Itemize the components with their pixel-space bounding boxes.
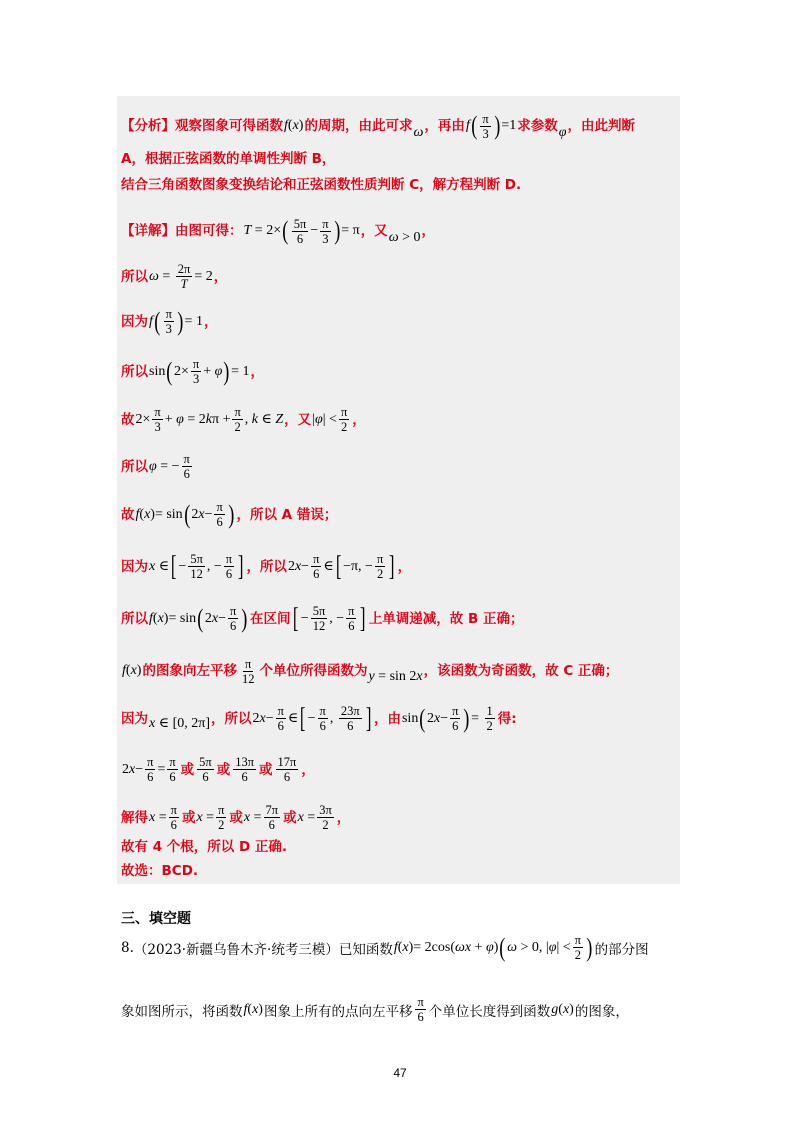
detail-line-13: 解得 x = $\frac{\pi}{6}$ 或 x = $\frac{\pi}{2}$ 或 x = $\frac{7\pi}{6}$ 或 x = $\frac{3\pi}{2}$ ， bbox=[121, 803, 351, 832]
question-8-line-1: 8. （2023·新疆乌鲁木齐·统考三模）已知函数 f ( x )= 2cos( ωx + φ ) ( ω > 0, | φ | < $\frac{\pi}{2}$ ) 的部分图 bbox=[121, 932, 649, 962]
section-heading: 三、填空题 bbox=[121, 911, 191, 927]
detail-line-11: 因为 x ∈ [0, 2π] ，所以 2 x − $\frac{\pi}{6}$ ∈ [ − $\frac{\pi}{6}$ , $\frac{23\pi}{6}$ ] ，由 sin ( 2 x − $\frac{\pi}{6}$ ) = $\frac{1}{2}$ 得: bbox=[121, 702, 517, 734]
detail-line-5: 故 2× $\frac{\pi}{3}$ + φ = 2 k π + $\frac{\pi}{2}$ , k ∈ Z ，又 | φ | < $\frac{\pi}{2}$ ， bbox=[121, 405, 366, 434]
math-fx: f ( x ) bbox=[284, 118, 304, 133]
detail-line-8: 因为 x ∈ [ − $\frac{5\pi}{12}$ , − $\frac{\pi}{6}$ ] ，所以 2 x − $\frac{\pi}{6}$ ∈ [ −π, − $\frac{\pi}{2}$ ] ， bbox=[121, 550, 412, 582]
detail-line-7: 故 f ( x )= sin ( 2 x − $\frac{\pi}{6}$ ) ，所以 A 错误； bbox=[121, 499, 338, 529]
detail-line-4: 所以 sin ( 2× $\frac{\pi}{3}$ + φ ) = 1 ， bbox=[121, 356, 264, 386]
analysis-line-3: 结合三角函数图象变换结论和正弦函数性质判断 C，解方程判断 D. bbox=[121, 177, 522, 193]
detail-line-12: 2 x − $\frac{\pi}{6}$ = $\frac{\pi}{6}$ 或 $\frac{5\pi}{6}$ 或 $\frac{13\pi}{6}$ 或 $\frac{17\pi}{6}$ ， bbox=[122, 755, 315, 784]
question-8-line-2: 象如图所示，将函数 f ( x ) 图象上所有的点向左平移 $\frac{\pi}{6}$ 个单位长度得到函数 g ( x ) 的图象， bbox=[121, 995, 629, 1024]
math-f-pi3-eq-1: f ( $\frac{\pi}{3}$ ) =1 bbox=[465, 111, 517, 141]
detail-line-6: 所以 φ = − $\frac{\pi}{6}$ bbox=[121, 452, 190, 481]
answer-line: 故选：BCD. bbox=[121, 863, 199, 879]
detail-line-9: 所以 f ( x )= sin ( 2 x − $\frac{\pi}{6}$ ) 在区间 [ − $\frac{5\pi}{12}$ , − $\frac{\pi}{6}$ ] 上单调递减，故 B 正确； bbox=[121, 602, 524, 634]
question-number: 8. bbox=[121, 939, 134, 956]
analysis-tag: 【分析】 bbox=[121, 118, 175, 134]
page-number: 47 bbox=[393, 1066, 407, 1080]
detail-line-14: 故有 4 个根，所以 D 正确. bbox=[121, 839, 288, 855]
analysis-line-2: A，根据正弦函数的单调性判断 B， bbox=[121, 151, 336, 167]
detail-line-10: f ( x ) 的图象向左平移 $\frac{\pi}{12}$ 个单位所得函数为 y = sin 2 x ，该函数为奇函数，故 C 正确； bbox=[122, 656, 619, 686]
analysis-line-1: 【分析】 观察图象可得函数 f ( x ) 的周期，由此可求 ω ，再由 f ( $\frac{\pi}{3}$ ) =1 求参数 φ ，由此判断 bbox=[121, 111, 636, 141]
detail-line-2: 所以 ω = $\frac{2\pi}{T}$ = 2 ， bbox=[121, 262, 228, 291]
detail-line-3: 因为 f ( $\frac{\pi}{3}$ ) = 1 ， bbox=[121, 306, 218, 336]
detail-tag: 【详解】 bbox=[121, 223, 175, 239]
detail-line-1: 【详解】 由图可得： T = 2× ( $\frac{5\pi}{6}$ − $\frac{\pi}{3}$ ) = π ，又 ω > 0 ， bbox=[121, 216, 435, 246]
